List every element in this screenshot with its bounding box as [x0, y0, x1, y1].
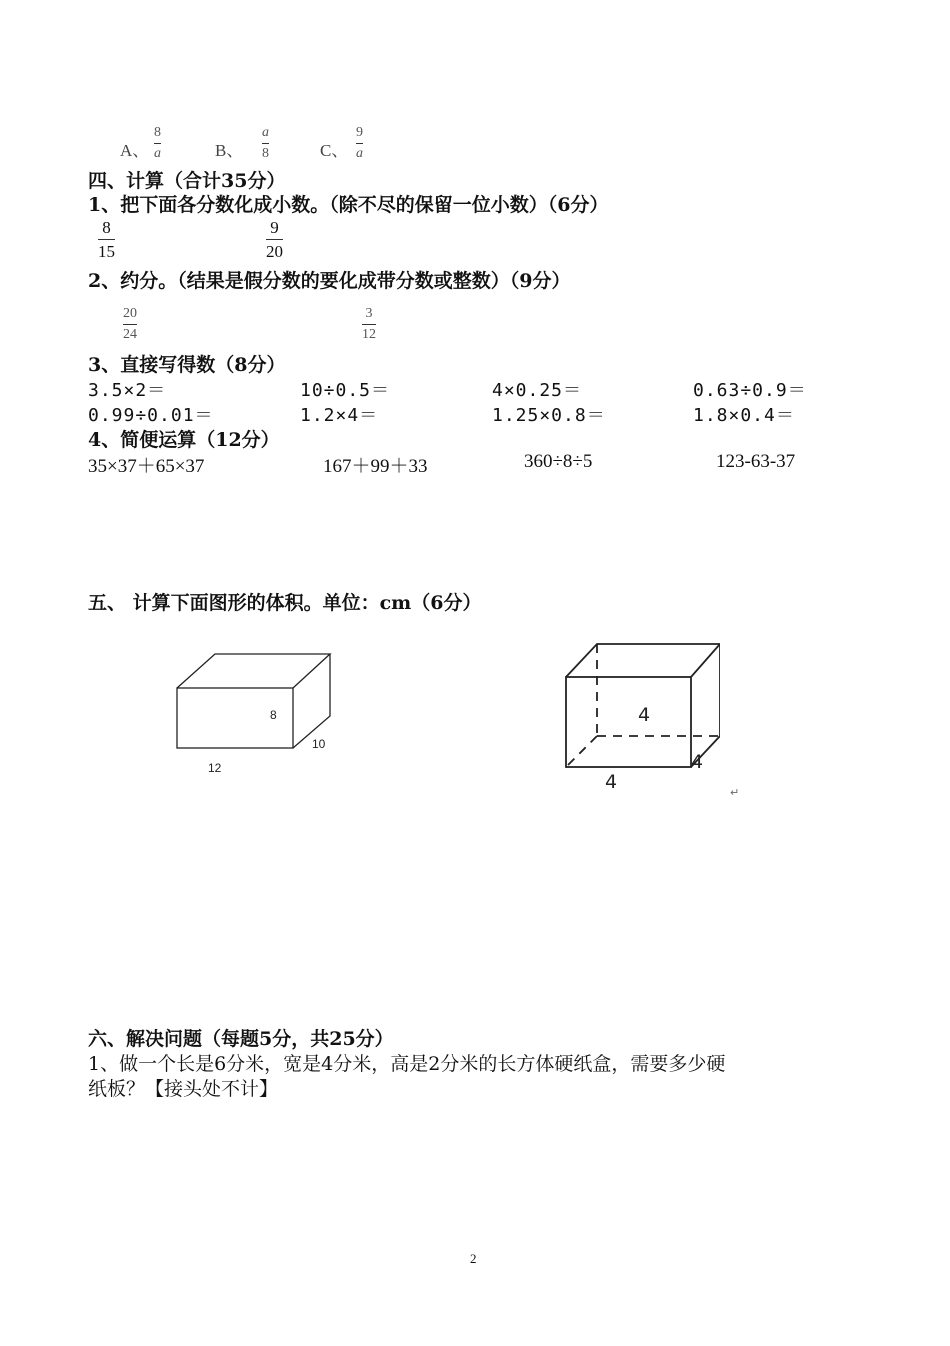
- q4-item: 167＋99＋33: [323, 456, 428, 477]
- section-4-title: 四、计算（合计35分）: [88, 170, 286, 192]
- cube-front-face: [566, 677, 691, 767]
- fraction-numerator: 9: [270, 218, 279, 237]
- q3-item: 10÷0.5＝: [300, 380, 391, 401]
- option-b-fraction: [262, 126, 269, 161]
- q3-title: 3、直接写得数（8分）: [88, 354, 286, 376]
- q3-item: 1.25×0.8＝: [492, 405, 606, 426]
- fraction-bar: [98, 239, 115, 240]
- fraction-denominator: 8: [262, 146, 269, 161]
- q1-title: 1、把下面各分数化成小数。（除不尽的保留一位小数）（6分）: [88, 194, 609, 216]
- cuboid-depth-label: 10: [312, 737, 326, 751]
- cube-side-label: 4: [691, 751, 704, 773]
- cuboid-length-label: 12: [208, 761, 222, 775]
- fraction-denominator: 15: [98, 242, 115, 261]
- s6-q1-line-2: 纸板？【接头处不计】: [88, 1078, 279, 1100]
- cuboid-top-face: [177, 654, 330, 688]
- fraction-denominator: a: [154, 146, 161, 161]
- fraction-numerator: 9: [356, 125, 363, 140]
- fraction-denominator: a: [356, 146, 363, 161]
- fraction-bar: [262, 143, 269, 144]
- cube-inner-label: 4: [638, 704, 651, 726]
- q4-item: 123-63-37: [716, 451, 796, 472]
- option-c-label: C、: [320, 141, 349, 160]
- q3-item: 0.63÷0.9＝: [693, 380, 807, 401]
- fraction-denominator: 20: [266, 242, 283, 261]
- q2-title: 2、约分。（结果是假分数的要化成带分数或整数）（9分）: [88, 270, 571, 292]
- cuboid-figure: [160, 640, 360, 780]
- fraction-numerator: 8: [102, 218, 111, 237]
- fraction-bar: [356, 143, 363, 144]
- fraction-bar: [362, 324, 376, 325]
- q3-item: 0.99÷0.01＝: [88, 405, 214, 426]
- cube-hidden-depth-edge: [566, 736, 597, 767]
- fraction-denominator: 24: [123, 327, 137, 342]
- fraction-numerator: 8: [154, 125, 161, 140]
- q2-fraction-2: [362, 307, 376, 342]
- cube-front-label: 4: [605, 771, 618, 793]
- page-number: 2: [470, 1251, 477, 1266]
- q3-item: 4×0.25＝: [492, 380, 583, 401]
- option-c-fraction: [356, 126, 363, 161]
- fraction-numerator: a: [262, 125, 269, 140]
- cube-side-edge: [691, 644, 720, 767]
- q1-fraction-2: [266, 219, 283, 260]
- q2-fraction-1: [123, 307, 137, 342]
- cube-top-face: [566, 644, 720, 677]
- section-5-title: 五、 计算下面图形的体积。单位：cm（6分）: [88, 592, 482, 614]
- cuboid-side-edge: [293, 654, 330, 748]
- option-a-fraction: [154, 126, 161, 161]
- s6-q1-line-1: 1、做一个长是6分米，宽是4分米，高是2分米的长方体硬纸盒，需要多少硬: [88, 1053, 726, 1075]
- section-6-title: 六、解决问题（每题5分，共25分）: [88, 1028, 394, 1050]
- fraction-bar: [154, 143, 161, 144]
- q4-item: 35×37＋65×37: [88, 456, 205, 477]
- q4-item: 360÷8÷5: [524, 451, 593, 472]
- option-b-label: B、: [215, 141, 244, 160]
- q1-fraction-1: [98, 219, 115, 260]
- fraction-bar: [123, 324, 137, 325]
- cuboid-height-label: 8: [270, 708, 277, 722]
- fraction-denominator: 12: [362, 327, 376, 342]
- option-a-label: A、: [120, 141, 150, 160]
- cube-figure: [550, 630, 720, 800]
- fraction-numerator: 20: [123, 306, 137, 321]
- q3-item: 1.2×4＝: [300, 405, 379, 426]
- q3-item: 1.8×0.4＝: [693, 405, 795, 426]
- q3-item: 3.5×2＝: [88, 380, 167, 401]
- fraction-bar: [266, 239, 283, 240]
- paragraph-mark: ↵: [730, 786, 740, 799]
- q4-title: 4、简便运算（12分）: [88, 429, 280, 451]
- fraction-numerator: 3: [365, 306, 373, 321]
